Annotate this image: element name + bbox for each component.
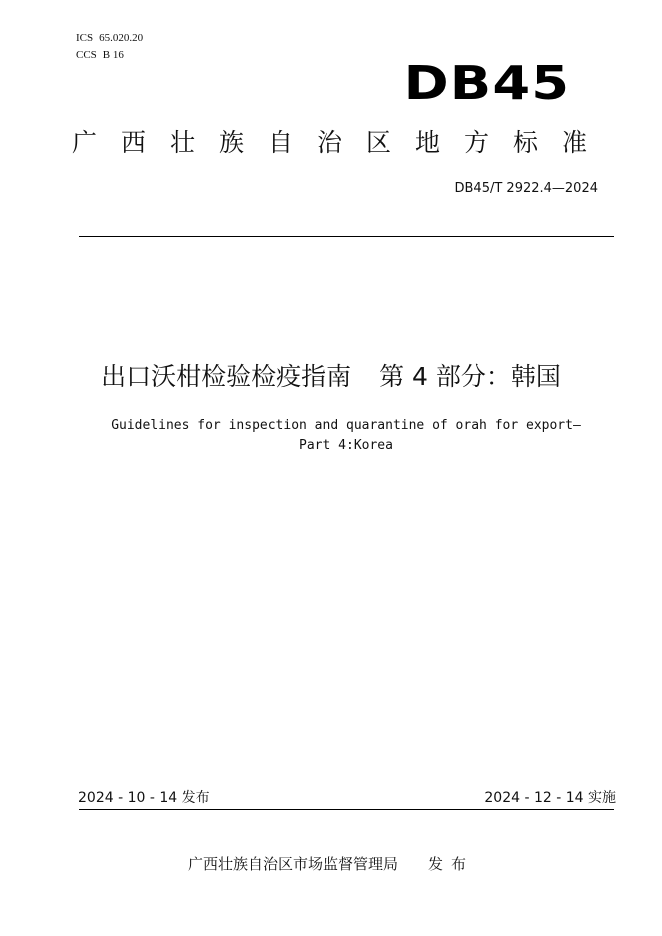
standard-type-heading: 广西壮族自治区地方标准 <box>72 128 612 157</box>
ccs-code-line <box>76 49 124 62</box>
english-title-line-1: Guidelines for inspection and quarantine of orah for export— <box>111 418 581 433</box>
publisher-name: 广西壮族自治区市场监督管理局 <box>187 855 398 873</box>
db45-logo: DB45 <box>403 56 570 110</box>
issue-date: 2024 - 10 - 14 发布 <box>78 790 210 806</box>
ics-code: 65.020.20 <box>99 32 144 44</box>
ccs-label: CCS <box>76 49 97 61</box>
implementation-date: 2024 - 12 - 14 实施 <box>484 790 616 806</box>
ccs-code: B 16 <box>102 49 124 61</box>
standard-number: DB45/T 2922.4—2024 <box>454 181 598 196</box>
ics-code-line <box>76 32 143 45</box>
ics-label: ICS <box>76 32 94 44</box>
chinese-title <box>0 360 662 394</box>
release-label: 发布 <box>428 855 475 873</box>
bottom-divider <box>79 809 614 810</box>
english-title-line-2: Part 4:Korea <box>299 438 393 453</box>
chinese-title-main: 出口沃柑检验检疫指南 <box>101 362 352 391</box>
publisher-line <box>0 854 662 874</box>
chinese-title-part: 第 4 部分：韩国 <box>379 362 561 391</box>
top-divider <box>79 236 614 237</box>
